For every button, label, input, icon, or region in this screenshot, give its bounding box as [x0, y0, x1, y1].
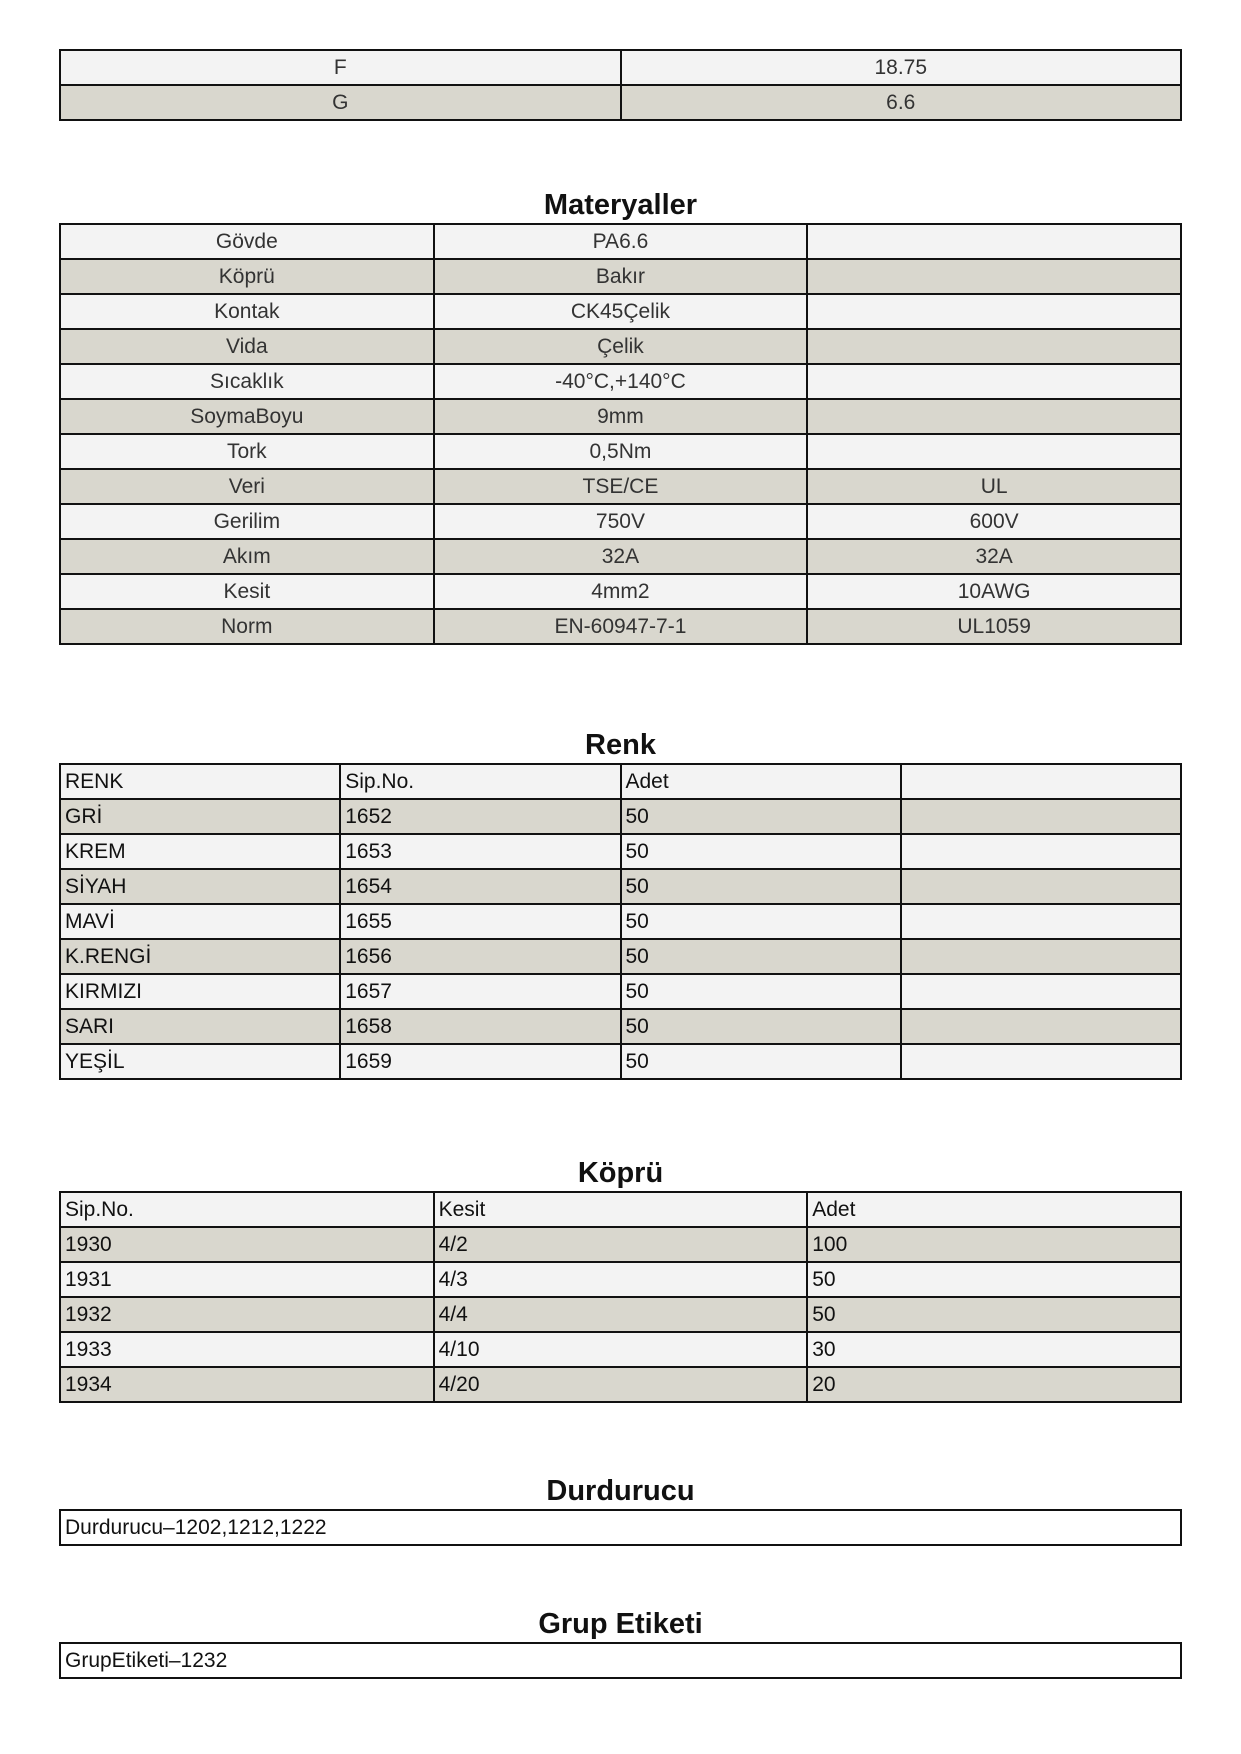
header-cell	[901, 764, 1181, 799]
header-cell: Sip.No.	[60, 1192, 434, 1227]
kopru-table	[59, 1191, 1182, 1403]
table-cell: -40°C,+140°C	[434, 364, 808, 399]
table-cell	[901, 1009, 1181, 1044]
table-cell: 0,5Nm	[434, 434, 808, 469]
table-cell: UL1059	[807, 609, 1181, 644]
table-cell: 20	[807, 1367, 1181, 1402]
table-cell: 50	[621, 1044, 901, 1079]
material-row	[60, 609, 1181, 644]
dimensions-block	[59, 49, 1182, 121]
renk-row	[60, 1044, 1181, 1079]
table-cell: 10AWG	[807, 574, 1181, 609]
renk-row	[60, 834, 1181, 869]
material-row	[60, 539, 1181, 574]
table-cell	[901, 869, 1181, 904]
table-cell: 1930	[60, 1227, 434, 1262]
table-cell: EN-60947-7-1	[434, 609, 808, 644]
table-cell: 30	[807, 1332, 1181, 1367]
durdurucu-table	[59, 1509, 1182, 1546]
header-cell: Adet	[807, 1192, 1181, 1227]
table-cell: 50	[807, 1262, 1181, 1297]
table-cell: MAVİ	[60, 904, 340, 939]
table-cell: 1658	[340, 1009, 620, 1044]
durdurucu-value: Durdurucu–1202,1212,1222	[60, 1510, 1181, 1545]
table-cell	[807, 364, 1181, 399]
table-cell: Gerilim	[60, 504, 434, 539]
table-cell: 1934	[60, 1367, 434, 1402]
table-header-row	[60, 1192, 1181, 1227]
table-cell: Tork	[60, 434, 434, 469]
table-cell	[807, 329, 1181, 364]
renk-row	[60, 904, 1181, 939]
kopru-block	[59, 1191, 1182, 1403]
table-cell: Gövde	[60, 224, 434, 259]
table-cell: 32A	[807, 539, 1181, 574]
kopru-row	[60, 1367, 1181, 1402]
material-row	[60, 399, 1181, 434]
table-cell	[901, 974, 1181, 1009]
materials-block	[59, 223, 1182, 645]
table-cell: 6.6	[621, 85, 1182, 120]
table-header-row	[60, 764, 1181, 799]
table-cell: KIRMIZI	[60, 974, 340, 1009]
table-cell: TSE/CE	[434, 469, 808, 504]
table-cell: KREM	[60, 834, 340, 869]
table-cell: YEŞİL	[60, 1044, 340, 1079]
table-cell	[901, 834, 1181, 869]
table-cell: 50	[621, 834, 901, 869]
kopru-row	[60, 1262, 1181, 1297]
table-cell: 4/3	[434, 1262, 808, 1297]
table-cell: Sıcaklık	[60, 364, 434, 399]
table-cell	[901, 939, 1181, 974]
table-cell: UL	[807, 469, 1181, 504]
header-cell: Kesit	[434, 1192, 808, 1227]
grup-table	[59, 1642, 1182, 1679]
table-cell: 9mm	[434, 399, 808, 434]
table-cell	[807, 399, 1181, 434]
table-cell: 600V	[807, 504, 1181, 539]
renk-table	[59, 763, 1182, 1080]
durdurucu-title: Durdurucu	[546, 1475, 695, 1507]
table-cell: Vida	[60, 329, 434, 364]
renk-row	[60, 939, 1181, 974]
material-row	[60, 504, 1181, 539]
renk-block	[59, 763, 1182, 1080]
materials-table	[59, 223, 1182, 645]
material-row	[60, 259, 1181, 294]
table-cell: Norm	[60, 609, 434, 644]
header-cell: Adet	[621, 764, 901, 799]
dimension-row	[60, 50, 1181, 85]
table-cell: 1932	[60, 1297, 434, 1332]
table-cell: 1933	[60, 1332, 434, 1367]
table-cell: 4/4	[434, 1297, 808, 1332]
table-cell: 50	[621, 974, 901, 1009]
material-row	[60, 364, 1181, 399]
table-cell: 4/10	[434, 1332, 808, 1367]
renk-row	[60, 799, 1181, 834]
grup-block	[59, 1642, 1182, 1679]
table-cell	[901, 904, 1181, 939]
table-cell: 1654	[340, 869, 620, 904]
material-row	[60, 294, 1181, 329]
table-cell: 1931	[60, 1262, 434, 1297]
table-cell: 100	[807, 1227, 1181, 1262]
table-cell: 4/2	[434, 1227, 808, 1262]
table-cell: SARI	[60, 1009, 340, 1044]
table-cell	[901, 799, 1181, 834]
table-cell: 1655	[340, 904, 620, 939]
grup-value: GrupEtiketi–1232	[60, 1643, 1181, 1678]
grup-title: Grup Etiketi	[538, 1608, 703, 1640]
table-cell: PA6.6	[434, 224, 808, 259]
table-cell: 750V	[434, 504, 808, 539]
table-cell: Kesit	[60, 574, 434, 609]
table-cell	[807, 224, 1181, 259]
table-cell: Bakır	[434, 259, 808, 294]
kopru-title: Köprü	[577, 1157, 664, 1189]
material-row	[60, 574, 1181, 609]
table-cell: Çelik	[434, 329, 808, 364]
table-cell: SoymaBoyu	[60, 399, 434, 434]
table-cell: 1652	[340, 799, 620, 834]
kopru-row	[60, 1297, 1181, 1332]
renk-row	[60, 869, 1181, 904]
table-cell: 50	[807, 1297, 1181, 1332]
material-row	[60, 434, 1181, 469]
table-cell	[901, 1044, 1181, 1079]
table-cell: Veri	[60, 469, 434, 504]
table-cell: 18.75	[621, 50, 1182, 85]
renk-row	[60, 1009, 1181, 1044]
material-row	[60, 224, 1181, 259]
table-cell: F	[60, 50, 621, 85]
table-cell: K.RENGİ	[60, 939, 340, 974]
materials-title: Materyaller	[543, 189, 698, 221]
header-cell: RENK	[60, 764, 340, 799]
dimensions-table	[59, 49, 1182, 121]
table-cell: 1659	[340, 1044, 620, 1079]
table-cell: 50	[621, 869, 901, 904]
table-cell: Köprü	[60, 259, 434, 294]
table-cell: 50	[621, 939, 901, 974]
table-cell: 1657	[340, 974, 620, 1009]
table-cell: 50	[621, 799, 901, 834]
renk-title: Renk	[585, 729, 656, 761]
table-cell	[807, 259, 1181, 294]
material-row	[60, 469, 1181, 504]
renk-row	[60, 974, 1181, 1009]
table-cell	[807, 294, 1181, 329]
table-cell: Akım	[60, 539, 434, 574]
table-cell: G	[60, 85, 621, 120]
table-cell: SİYAH	[60, 869, 340, 904]
table-cell: Kontak	[60, 294, 434, 329]
table-cell: CK45Çelik	[434, 294, 808, 329]
table-cell: 4mm2	[434, 574, 808, 609]
dimension-row	[60, 85, 1181, 120]
material-row	[60, 329, 1181, 364]
table-cell: 50	[621, 904, 901, 939]
table-cell: GRİ	[60, 799, 340, 834]
durdurucu-block	[59, 1509, 1182, 1546]
table-cell: 32A	[434, 539, 808, 574]
table-cell: 4/20	[434, 1367, 808, 1402]
kopru-row	[60, 1332, 1181, 1367]
table-cell: 1656	[340, 939, 620, 974]
table-cell	[807, 434, 1181, 469]
table-cell: 50	[621, 1009, 901, 1044]
table-cell: 1653	[340, 834, 620, 869]
header-cell: Sip.No.	[340, 764, 620, 799]
kopru-row	[60, 1227, 1181, 1262]
